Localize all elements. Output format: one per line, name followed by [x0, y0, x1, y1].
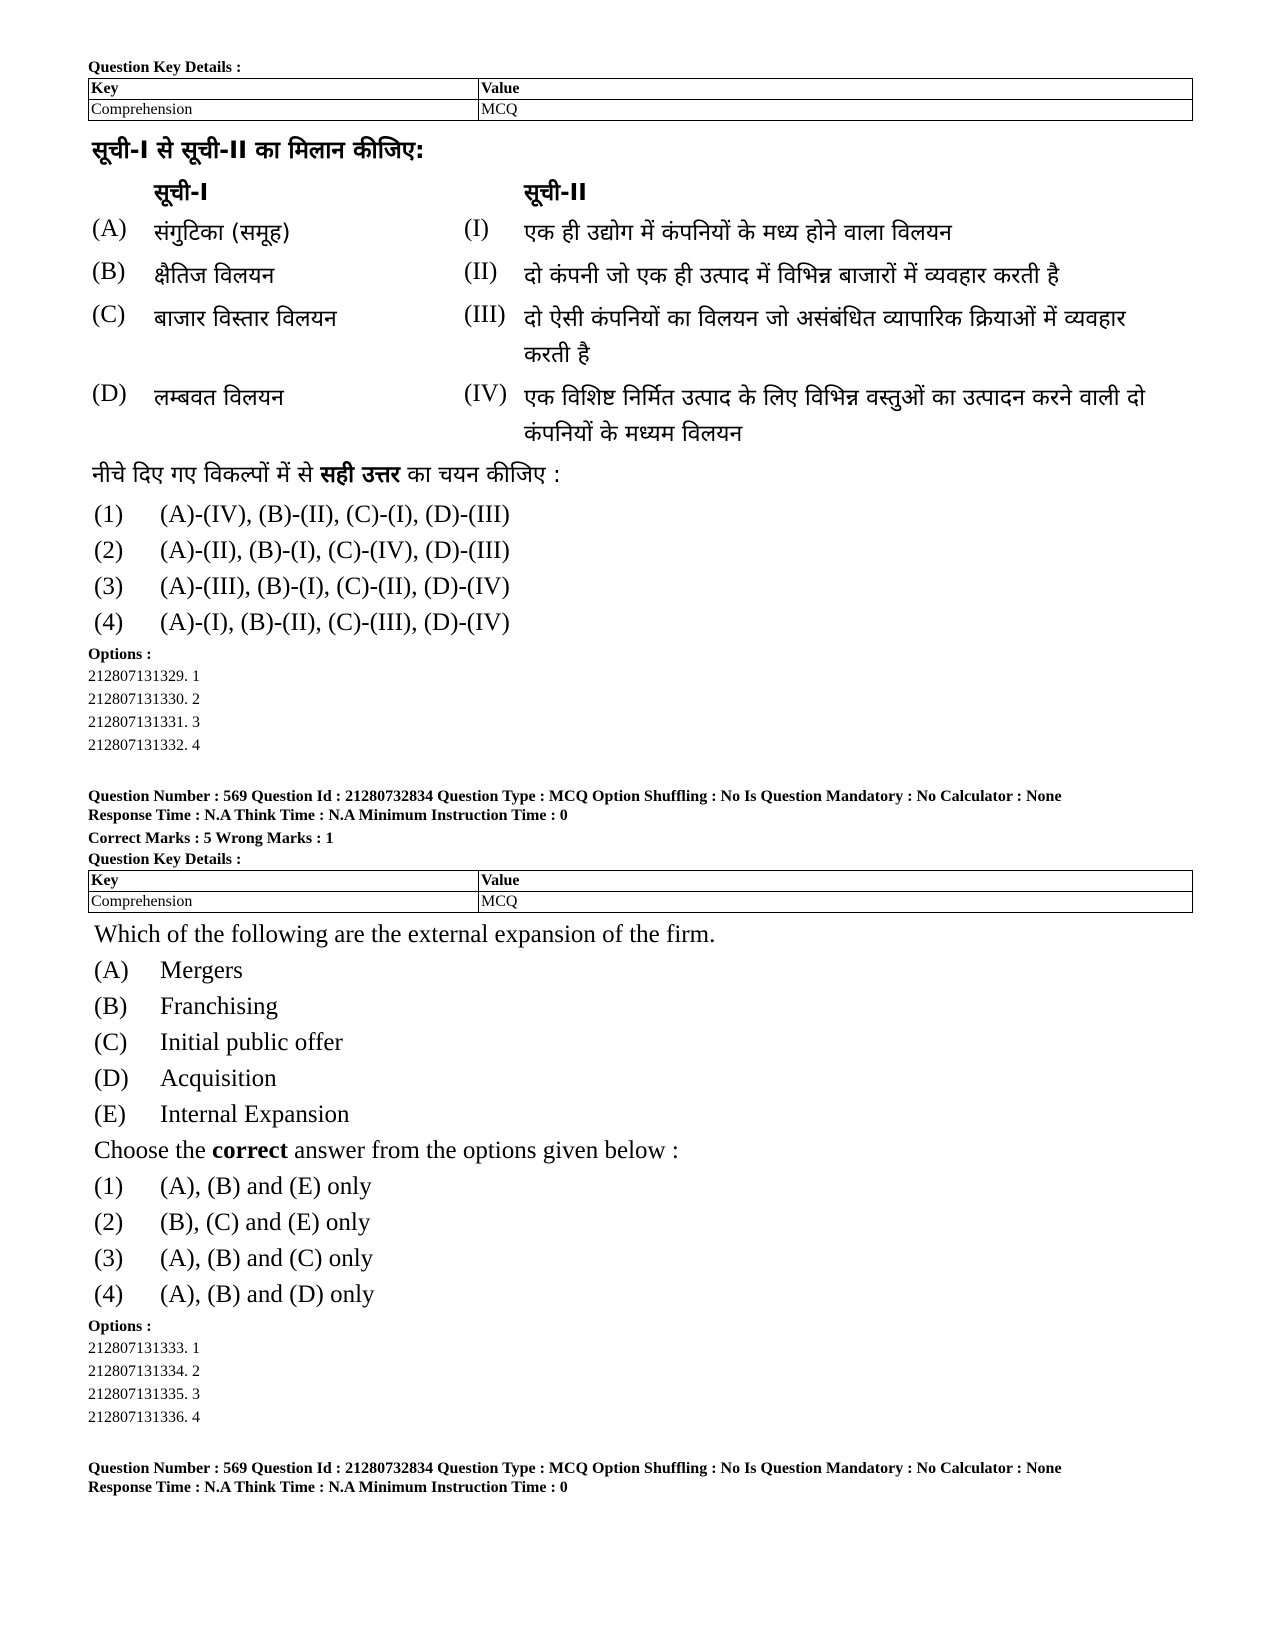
answer-number: (1) — [94, 501, 124, 528]
answer-text: (A)-(II), (B)-(I), (C)-(IV), (D)-(III) — [160, 537, 510, 564]
statement-text: Mergers — [160, 957, 243, 984]
answer-item — [88, 1205, 1193, 1241]
list2-item: दो ऐसी कंपनियों का विलयन जो असंबंधित व्यापारिक क्रियाओं में व्यवहार करती है — [524, 306, 1126, 368]
answer-text: (B), (C) and (E) only — [160, 1209, 371, 1236]
answer-number: (3) — [94, 573, 124, 600]
key-details-table — [88, 870, 1193, 913]
option-id-list — [88, 1337, 1193, 1429]
list1-label: (B) — [92, 258, 126, 285]
statement-text: Acquisition — [160, 1065, 277, 1092]
answer-text: (A), (B) and (C) only — [160, 1245, 374, 1272]
answer-number: (4) — [94, 1281, 124, 1308]
table-header-key: Key — [89, 79, 479, 100]
answer-item — [88, 605, 1193, 641]
choose-text: Choose the — [94, 1137, 213, 1164]
question-meta-line: Question Number : 569 Question Id : 21280732834 Question Type : MCQ Option Shuffling : No Is Question Mandatory : No Calculator : None — [88, 788, 1062, 805]
question-meta-line: Response Time : N.A Think Time : N.A Minimum Instruction Time : 0 — [88, 807, 568, 824]
list1-title: सूची-I — [154, 180, 209, 206]
statement-label: (D) — [94, 1065, 129, 1092]
statement-item — [88, 1025, 1193, 1061]
question-meta-line: Question Number : 569 Question Id : 21280732834 Question Type : MCQ Option Shuffling : No Is Question Mandatory : No Calculator : None — [88, 1460, 1062, 1477]
statement-label: (C) — [94, 1029, 128, 1056]
choose-bold-text: correct — [212, 1137, 288, 1164]
list2-label: (IV) — [464, 380, 508, 407]
key-details-label: Question Key Details : — [88, 851, 242, 868]
answer-item — [88, 569, 1193, 605]
list1-item: क्षैतिज विलयन — [154, 263, 275, 289]
statement-label: (B) — [94, 993, 128, 1020]
list1-item: बाजार विस्तार विलयन — [154, 306, 337, 332]
match-lists — [88, 175, 1193, 497]
statement-label: (E) — [94, 1101, 126, 1128]
answer-text: (A)-(IV), (B)-(II), (C)-(I), (D)-(III) — [160, 501, 510, 528]
list2-item: एक विशिष्ट निर्मित उत्पाद के लिए विभिन्न वस्तुओं का उत्पादन करने वाली दो कंपनियों के मध्यम विलयन — [524, 385, 1146, 447]
list2-label: (II) — [464, 258, 498, 285]
marks-line: Correct Marks : 5 Wrong Marks : 1 — [88, 830, 334, 847]
choose-instruction — [88, 1133, 1193, 1169]
list1-item: संगुटिका (समूह) — [154, 220, 291, 246]
choose-bold-text: सही उत्तर — [320, 462, 400, 488]
table-cell-key: Comprehension — [89, 100, 479, 121]
list2-item: एक ही उद्योग में कंपनियों के मध्य होने वाला विलयन — [524, 220, 952, 246]
statement-text: Franchising — [160, 993, 279, 1020]
option-id: 212807131334. 2 — [88, 1363, 200, 1380]
question-block-1 — [88, 58, 1193, 757]
table-header-value: Value — [479, 871, 1193, 892]
option-id-list — [88, 665, 1193, 757]
answer-item — [88, 1277, 1193, 1313]
list2-title: सूची-II — [524, 180, 587, 206]
answer-text: (A), (B) and (E) only — [160, 1173, 372, 1200]
answer-text: (A), (B) and (D) only — [160, 1281, 375, 1308]
question-text: Which of the following are the external expansion of the firm. — [94, 921, 716, 948]
choose-instruction — [92, 457, 561, 489]
table-cell-value: MCQ — [479, 100, 1193, 121]
answer-number: (3) — [94, 1245, 124, 1272]
statement-item — [88, 1097, 1193, 1133]
table-header-value: Value — [479, 79, 1193, 100]
option-id: 212807131336. 4 — [88, 1409, 200, 1426]
statement-list — [88, 953, 1193, 1133]
list2-label: (I) — [464, 215, 489, 242]
choose-text: नीचे दिए गए विकल्पों में से — [92, 462, 321, 488]
option-id: 212807131332. 4 — [88, 737, 200, 754]
key-details-table — [88, 78, 1193, 121]
table-header-key: Key — [89, 871, 479, 892]
answer-list — [88, 497, 1193, 641]
statement-label: (A) — [94, 957, 129, 984]
statement-item — [88, 1061, 1193, 1097]
option-id: 212807131335. 3 — [88, 1386, 200, 1403]
answer-list — [88, 1169, 1193, 1313]
statement-text: Initial public offer — [160, 1029, 343, 1056]
options-label: Options : — [88, 1318, 152, 1335]
answer-item — [88, 533, 1193, 569]
list2-item: दो कंपनी जो एक ही उत्पाद में विभिन्न बाजारों में व्यवहार करती है — [524, 263, 1060, 289]
question-meta-line: Response Time : N.A Think Time : N.A Minimum Instruction Time : 0 — [88, 1479, 568, 1496]
choose-text: answer from the options given below : — [287, 1137, 679, 1164]
statement-text: Internal Expansion — [160, 1101, 350, 1128]
answer-number: (1) — [94, 1173, 124, 1200]
answer-text: (A)-(I), (B)-(II), (C)-(III), (D)-(IV) — [160, 609, 510, 636]
option-id: 212807131329. 1 — [88, 668, 200, 685]
document-page — [88, 58, 1193, 1497]
option-id: 212807131331. 3 — [88, 714, 200, 731]
question-block-2 — [88, 787, 1193, 1429]
match-prompt: सूची-I से सूची-II का मिलान कीजिए: — [92, 136, 425, 164]
statement-item — [88, 953, 1193, 989]
answer-item — [88, 1169, 1193, 1205]
table-cell-value: MCQ — [479, 892, 1193, 913]
choose-text: का चयन कीजिए : — [400, 462, 561, 488]
list2-label: (III) — [464, 301, 506, 328]
table-cell-key: Comprehension — [89, 892, 479, 913]
statement-item — [88, 989, 1193, 1025]
answer-item — [88, 497, 1193, 533]
list1-item: लम्बवत विलयन — [154, 385, 284, 411]
answer-number: (4) — [94, 609, 124, 636]
answer-text: (A)-(III), (B)-(I), (C)-(II), (D)-(IV) — [160, 573, 510, 600]
list1-label: (D) — [92, 380, 127, 407]
question-block-3 — [88, 1459, 1193, 1497]
answer-number: (2) — [94, 1209, 124, 1236]
key-details-label: Question Key Details : — [88, 59, 242, 76]
options-label: Options : — [88, 646, 152, 663]
answer-item — [88, 1241, 1193, 1277]
option-id: 212807131330. 2 — [88, 691, 200, 708]
answer-number: (2) — [94, 537, 124, 564]
list1-label: (A) — [92, 215, 127, 242]
option-id: 212807131333. 1 — [88, 1340, 200, 1357]
list1-label: (C) — [92, 301, 126, 328]
